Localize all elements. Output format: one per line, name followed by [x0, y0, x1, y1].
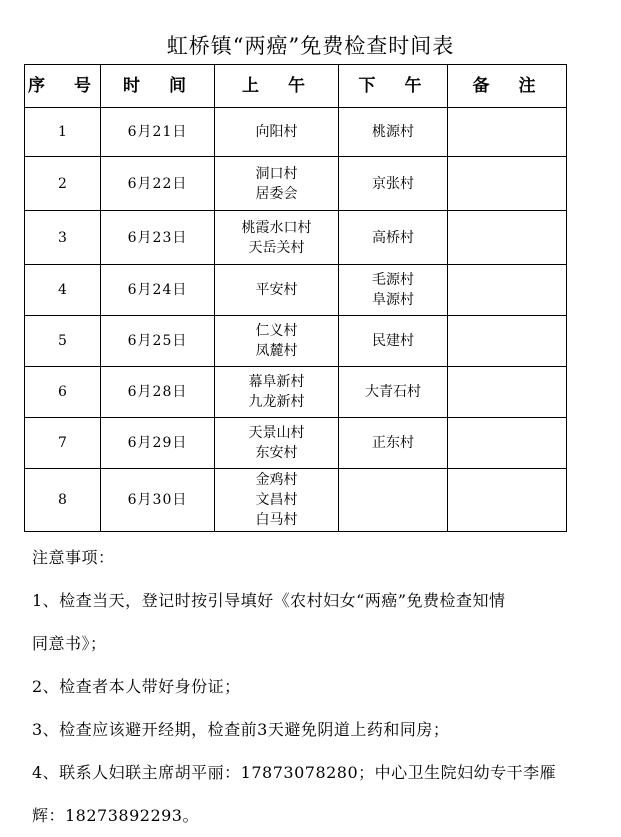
note-item-1: 1、检查当天，登记时按引导填好《农村妇女“两癌”免费检查知情 — [32, 591, 506, 610]
row-morning-cell — [215, 367, 339, 418]
header-number: 序 号 — [25, 65, 101, 108]
header-time: 时 间 — [101, 65, 215, 108]
schedule-table — [24, 64, 567, 532]
village-name: 凤麓村 — [255, 343, 298, 359]
row-date-cell: 6月30日 — [101, 469, 215, 532]
row-remarks-cell — [448, 108, 567, 157]
note-item-2: 2、检查者本人带好身份证； — [32, 677, 241, 696]
village-name: 东安村 — [255, 445, 298, 461]
table-row — [25, 108, 567, 157]
table-row — [25, 265, 567, 316]
village-name: 民建村 — [372, 333, 414, 349]
row-remarks-cell — [448, 469, 567, 532]
village-name: 仁义村 — [255, 323, 298, 339]
row-morning-cell — [215, 265, 339, 316]
row-remarks-cell — [448, 265, 567, 316]
village-name: 京张村 — [372, 175, 414, 192]
row-afternoon-cell — [339, 108, 448, 157]
village-name: 高桥村 — [372, 229, 414, 246]
row-afternoon-cell — [339, 367, 448, 418]
row-date-cell: 6月22日 — [101, 157, 215, 211]
table-body — [25, 108, 567, 532]
table-row — [25, 418, 567, 469]
header-remarks: 备 注 — [448, 65, 567, 108]
row-afternoon-cell — [339, 469, 448, 532]
row-morning-cell — [215, 316, 339, 367]
note-item-4-continued: 辉：18273892293。 — [32, 806, 199, 825]
row-afternoon-cell — [339, 316, 448, 367]
row-morning-cell — [215, 211, 339, 265]
row-date-cell: 6月28日 — [101, 367, 215, 418]
village-name: 九龙新村 — [248, 394, 305, 410]
table-row — [25, 157, 567, 211]
table-header-row — [25, 65, 567, 108]
village-name: 幕阜新村 — [248, 374, 305, 390]
note-item-3: 3、检查应该避开经期，检查前3天避免阴道上药和同房； — [32, 720, 450, 739]
village-name: 向阳村 — [255, 124, 298, 140]
header-morning: 上 午 — [215, 65, 339, 108]
row-morning-cell — [215, 108, 339, 157]
row-number-cell: 1 — [25, 108, 101, 157]
table-row — [25, 469, 567, 532]
page-title: 虹桥镇“两癌”免费检查时间表 — [166, 34, 455, 58]
row-remarks-cell — [448, 418, 567, 469]
row-afternoon-cell — [339, 265, 448, 316]
row-remarks-cell — [448, 211, 567, 265]
row-number-cell: 5 — [25, 316, 101, 367]
village-name: 白马村 — [255, 512, 298, 528]
row-remarks-cell — [448, 316, 567, 367]
village-name: 正东村 — [372, 435, 414, 451]
note-item-1-continued: 同意书》； — [32, 634, 107, 653]
row-afternoon-cell — [339, 157, 448, 211]
notes-heading: 注意事项： — [32, 548, 115, 567]
row-number-cell: 6 — [25, 367, 101, 418]
village-name: 文昌村 — [255, 492, 298, 508]
note-item-4: 4、联系人妇联主席胡平丽：17873078280；中心卫生院妇幼专干李雁 — [32, 763, 557, 782]
row-date-cell: 6月29日 — [101, 418, 215, 469]
row-remarks-cell — [448, 367, 567, 418]
row-afternoon-cell — [339, 418, 448, 469]
village-name: 天岳关村 — [248, 239, 305, 256]
table-row — [25, 367, 567, 418]
village-name: 金鸡村 — [255, 472, 298, 488]
village-name: 天景山村 — [248, 425, 305, 441]
row-date-cell: 6月25日 — [101, 316, 215, 367]
row-number-cell: 2 — [25, 157, 101, 211]
village-name: 毛源村 — [372, 272, 414, 288]
row-number-cell: 8 — [25, 469, 101, 532]
village-name: 桃霞水口村 — [241, 219, 312, 236]
row-number-cell: 7 — [25, 418, 101, 469]
village-name: 洞口村 — [255, 165, 298, 182]
village-name: 居委会 — [255, 185, 298, 202]
village-name: 大青石村 — [365, 384, 421, 400]
village-name: 阜源村 — [372, 292, 414, 308]
row-date-cell: 6月24日 — [101, 265, 215, 316]
table-row — [25, 211, 567, 265]
row-morning-cell — [215, 418, 339, 469]
row-number-cell: 3 — [25, 211, 101, 265]
row-afternoon-cell — [339, 211, 448, 265]
table-row — [25, 316, 567, 367]
notes-section — [32, 536, 592, 837]
row-morning-cell — [215, 157, 339, 211]
row-remarks-cell — [448, 157, 567, 211]
row-date-cell: 6月21日 — [101, 108, 215, 157]
row-date-cell: 6月23日 — [101, 211, 215, 265]
row-number-cell: 4 — [25, 265, 101, 316]
row-morning-cell — [215, 469, 339, 532]
village-name: 平安村 — [255, 282, 298, 298]
header-afternoon: 下 午 — [339, 65, 448, 108]
village-name: 桃源村 — [372, 124, 414, 140]
